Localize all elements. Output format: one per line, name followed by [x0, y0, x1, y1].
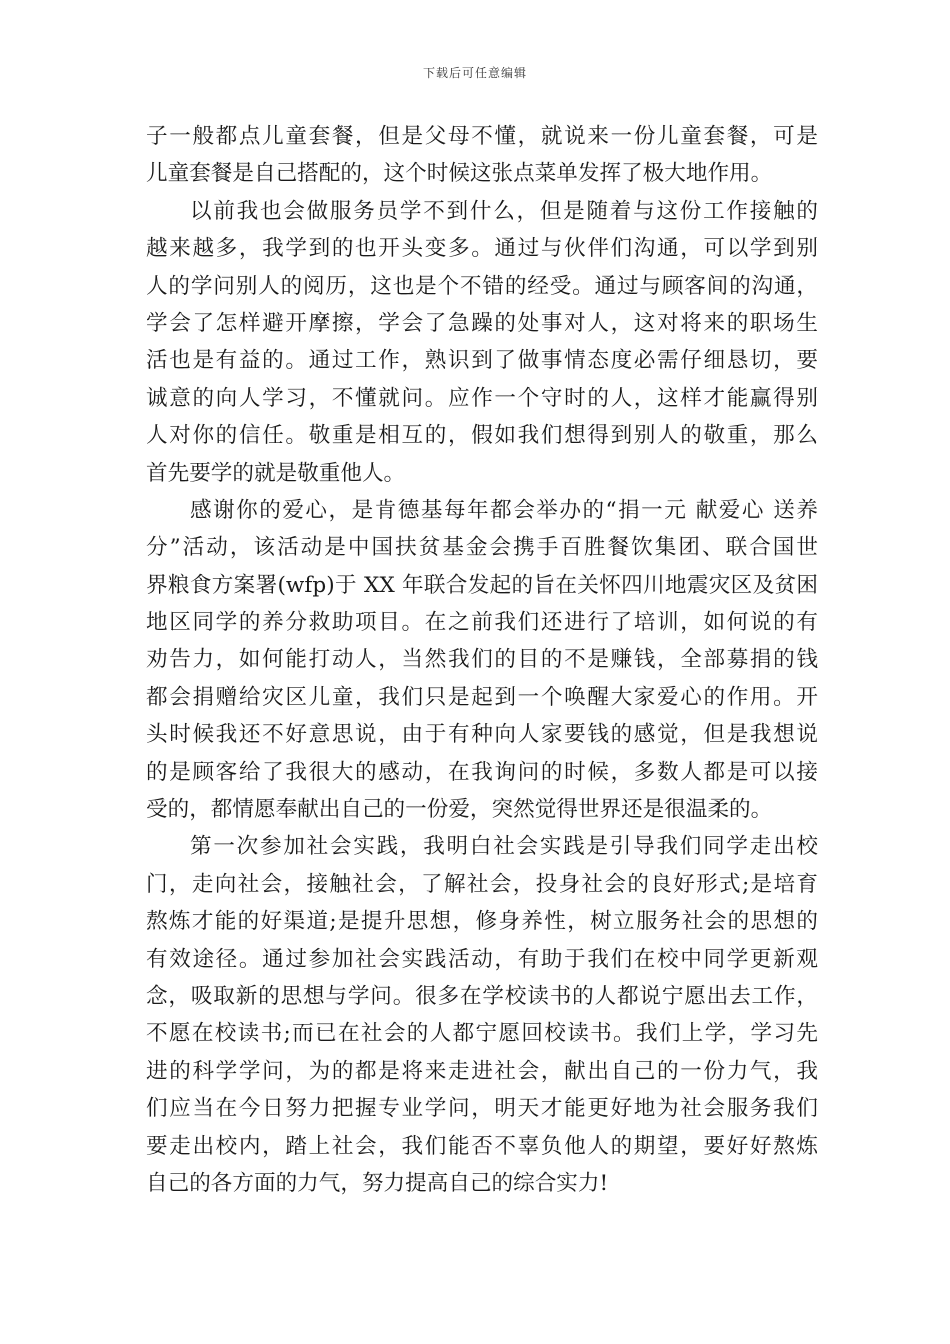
text-line: 自己的各方面的力气，努力提高自己的综合实力!	[146, 1170, 609, 1196]
text-line: 劝告力，如何能打动人，当然我们的目的不是赚钱，全部募捐的钱	[146, 647, 818, 673]
text-line: 地区同学的养分救助项目。在之前我们还进行了培训，如何说的有	[146, 610, 818, 636]
text-line: 子一般都点儿童套餐，但是父母不懂，就说来一份儿童套餐，可是	[146, 124, 818, 149]
text-line: 分”活动，该活动是中国扶贫基金会携手百胜餐饮集团、联合国世	[146, 535, 818, 561]
text-line: 感谢你的爱心，是肯德基每年都会举办的“捐一元 献爱心 送养	[190, 497, 818, 523]
text-line: 人的学问别人的阅历，这也是个不错的经受。通过与顾客间的沟通，	[146, 273, 818, 299]
text-line: 受的，都情愿奉献出自己的一份爱，突然觉得世界还是很温柔的。	[146, 797, 773, 823]
text-line: 首先要学的就是敬重他人。	[146, 460, 406, 486]
text-line: 进的科学学问，为的都是将来走进社会，献出自己的一份力气，我	[146, 1058, 818, 1084]
text-line: 有效途径。通过参加社会实践活动，有助于我们在校中同学更新观	[146, 946, 818, 972]
text-line: 界粮食方案署(wfp)于 XX 年联合发起的旨在关怀四川地震灾区及贫困	[146, 572, 818, 598]
text-line: 以前我也会做服务员学不到什么，但是随着与这份工作接触的	[190, 198, 818, 224]
text-line: 诚意的向人学习，不懂就问。应作一个守时的人，这样才能赢得别	[146, 385, 818, 411]
text-line: 越来越多，我学到的也开头变多。通过与伙伴们沟通，可以学到别	[146, 236, 818, 262]
text-line: 第一次参加社会实践，我明白社会实践是引导我们同学走出校	[190, 834, 818, 860]
text-line: 活也是有益的。通过工作，熟识到了做事情态度必需仔细恳切，要	[146, 348, 818, 374]
text-line: 学会了怎样避开摩擦，学会了急躁的处事对人，这对将来的职场生	[146, 310, 818, 336]
text-line: 都会捐赠给灾区儿童，我们只是起到一个唤醒大家爱心的作用。开	[146, 684, 818, 710]
text-line: 头时候我还不好意思说，由于有种向人家要钱的感觉，但是我想说	[146, 722, 818, 748]
text-line: 儿童套餐是自己搭配的，这个时候这张点菜单发挥了极大地作用。	[146, 161, 773, 187]
text-line: 们应当在今日努力把握专业学问，明天才能更好地为社会服务我们	[146, 1096, 818, 1122]
document-body	[146, 118, 818, 1202]
page-header-caption: 下载后可任意编辑	[422, 66, 527, 80]
text-line: 不愿在校读书;而已在社会的人都宁愿回校读书。我们上学，学习先	[146, 1021, 818, 1047]
text-line: 念，吸取新的思想与学问。很多在学校读书的人都说宁愿出去工作，	[146, 983, 818, 1009]
text-line: 的是顾客给了我很大的感动，在我询问的时候，多数人都是可以接	[146, 759, 818, 785]
text-line: 要走出校内，踏上社会，我们能否不辜负他人的期望，要好好熬炼	[146, 1133, 818, 1159]
text-line: 门，走向社会，接触社会，了解社会，投身社会的良好形式;是培育	[146, 871, 818, 897]
text-line: 人对你的信任。敬重是相互的，假如我们想得到别人的敬重，那么	[146, 423, 818, 449]
text-line: 熬炼才能的好渠道;是提升思想，修身养性，树立服务社会的思想的	[146, 909, 818, 935]
